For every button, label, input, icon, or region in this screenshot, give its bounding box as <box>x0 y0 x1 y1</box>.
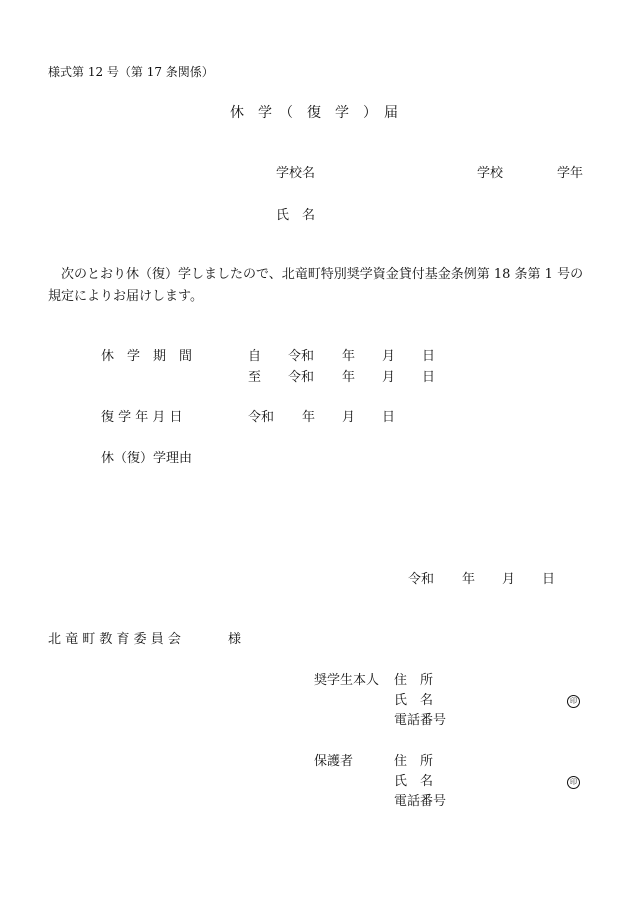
guardian-phone-label: 電話番号 <box>394 794 447 809</box>
return-date-day: 日 <box>382 410 396 425</box>
student-name-field-label: 氏 名 <box>394 693 434 708</box>
leave-to-year: 年 <box>342 370 356 385</box>
leave-to-day: 日 <box>422 370 436 385</box>
submission-date-era: 令和 <box>408 572 435 587</box>
addressee-name: 北 竜 町 教 育 委 員 会 <box>48 632 181 647</box>
student-address-label: 住 所 <box>394 673 434 688</box>
student-phone-label: 電話番号 <box>394 713 447 728</box>
leave-from-day: 日 <box>422 349 436 364</box>
leave-period-label: 休 学 期 間 <box>101 349 193 364</box>
return-date-era: 令和 <box>248 410 275 425</box>
submission-date-day: 日 <box>542 572 556 587</box>
leave-from-year: 年 <box>342 349 356 364</box>
leave-from-era: 令和 <box>288 349 315 364</box>
guardian-seal-mark: 印 <box>567 776 580 789</box>
guardian-role-label: 保護者 <box>314 754 354 769</box>
submission-date-year: 年 <box>462 572 476 587</box>
grade-suffix: 学年 <box>557 166 584 181</box>
form-number: 様式第 12 号（第 17 条関係） <box>48 65 214 79</box>
body-text-line-2: 規定によりお届けします。 <box>48 289 203 304</box>
form-title: 休 学 （ 復 学 ） 届 <box>230 105 398 121</box>
guardian-address-label: 住 所 <box>394 754 434 769</box>
student-name-label: 氏 名 <box>276 208 316 223</box>
school-suffix: 学校 <box>477 166 504 181</box>
school-name-label: 学校名 <box>276 166 316 181</box>
leave-from-month: 月 <box>382 349 396 364</box>
student-seal-mark: 印 <box>567 695 580 708</box>
guardian-name-field-label: 氏 名 <box>394 774 434 789</box>
addressee-honorific: 様 <box>228 632 242 647</box>
student-role-label: 奨学生本人 <box>314 673 380 688</box>
leave-from-prefix: 自 <box>248 349 262 364</box>
leave-to-era: 令和 <box>288 370 315 385</box>
reason-label: 休（復）学理由 <box>101 451 193 466</box>
return-date-year: 年 <box>302 410 316 425</box>
return-date-label: 復 学 年 月 日 <box>101 410 183 425</box>
body-text-line-1: 次のとおり休（復）学しましたので、北竜町特別奨学資金貸付基金条例第 18 条第 1 号の <box>48 267 584 282</box>
return-date-month: 月 <box>342 410 356 425</box>
submission-date-month: 月 <box>502 572 516 587</box>
leave-to-month: 月 <box>382 370 396 385</box>
leave-to-prefix: 至 <box>248 370 262 385</box>
